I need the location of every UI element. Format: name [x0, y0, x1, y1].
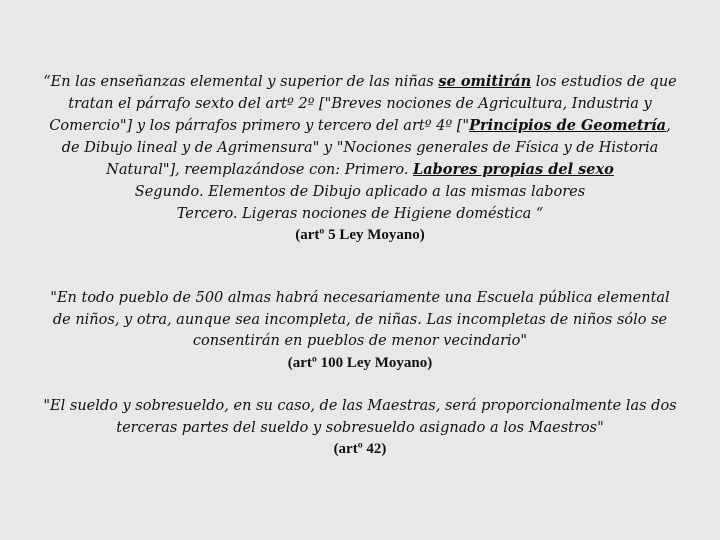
quote1-emphasis-omitiran: se omitirán — [438, 73, 532, 90]
quote1-text-middle: los estudios de que tratan el párrafo sexto del artº 2º ["Breves nociones de Agricultura, Industria y Comercio"] y los párrafos primero y tercero del artº 4º [" — [49, 74, 677, 135]
quote1-emphasis-labores: Labores propias del sexo — [413, 161, 614, 179]
quote1-line-tercero: Tercero. Ligeras nociones de Higiene doméstica “ — [176, 205, 544, 222]
quote1-line-segundo: Segundo. Elementos de Dibujo aplicado a las mismas labores — [134, 183, 586, 200]
quote3-citation: (artº 42) — [333, 441, 387, 458]
quote-art42 — [40, 396, 680, 461]
quote1-emphasis-geometria: Principios de Geometría — [469, 117, 667, 135]
quote2-text: "En todo pueblo de 500 almas habrá necesariamente una Escuela pública elemental de niños, y otra, aunque sea incompleta, de niñas. Las incompletas de niños sólo se consentirán en pueblos de menor vecindario" — [50, 290, 670, 350]
quote1-paragraph — [40, 71, 680, 182]
quote1-text-start: “En las enseñanzas elemental y superior de las niñas — [43, 74, 439, 90]
quote-ley-moyano-art5 — [40, 71, 680, 247]
quote1-text-continued: , de Dibujo lineal y de Agrimensura" y "Nociones generales de Física y de Historia Natural"], reemplazándose con: Primero. — [61, 118, 671, 179]
quote1-citation: (artº 5 Ley Moyano) — [295, 227, 425, 244]
quote3-text: "El sueldo y sobresueldo, en su caso, de las Maestras, será proporcionalmente las dos terceras partes del sueldo y sobresueldo asignado a los Maestros" — [43, 398, 677, 436]
quote2-citation: (artº 100 Ley Moyano) — [287, 354, 433, 371]
quote-ley-moyano-art100 — [40, 288, 680, 374]
